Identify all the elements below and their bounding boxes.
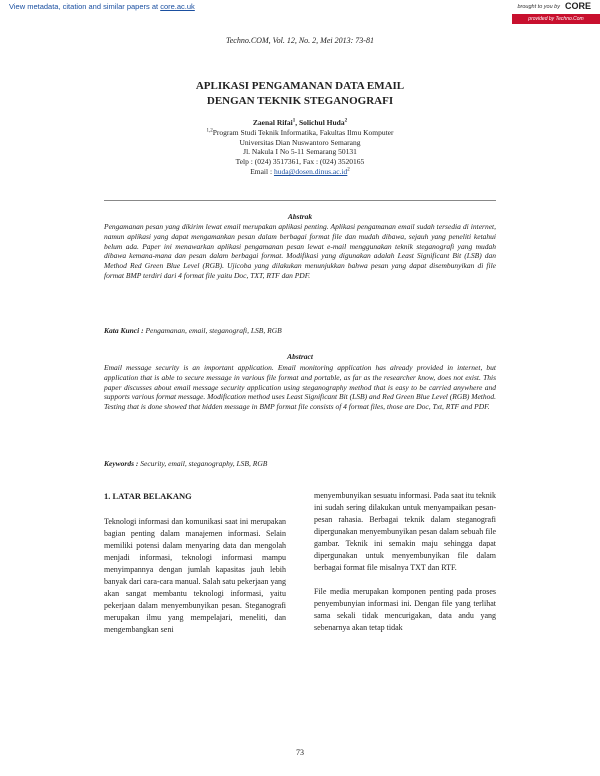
kata-kunci: Kata Kunci : Pengamanan, email, steganografi, LSB, RGB	[104, 326, 282, 335]
brought-by-text: brought to you by	[517, 4, 560, 10]
title-line-2: DENGAN TEKNIK STEGANOGRAFI	[206, 95, 394, 107]
body-paragraph-2: menyembunyikan sesuatu informasi. Pada saat itu teknik ini sudah sering dilakukan untuk menyampaikan pesan-pesan rahasia. Berbagai teknik dalam steganografi dipergunakan menyembunyikan pesan dalam sebuah file gambar. Teknik ini semakin maju sehingga dapat dipergunakan untuk menyembunyikan file dalam berbagai format file misalnya TXT dan RTF.	[314, 491, 496, 572]
paper-title	[0, 79, 600, 109]
author-names: Zaenal Rifai$^1$, Solichul Huda$^2$	[252, 118, 348, 127]
author-block	[0, 118, 600, 177]
provided-by-badge[interactable]: provided by Techno.Com	[512, 14, 600, 24]
abstrak-heading: Abstrak	[287, 212, 313, 221]
body-paragraph-3: File media merupakan komponen penting pada proses penyembunyian informasi ini. Dengan file yang terlihat sama sekali tidak mencurigakan, data andu yang sebenarnya akan tetap tidak	[314, 587, 496, 632]
affiliation-phone: Telp : (024) 3517361, Fax : (024) 3520165	[235, 157, 365, 167]
section-heading: 1. LATAR BELAKANG	[104, 491, 192, 501]
column-left	[104, 490, 286, 636]
abstrak-text: Pengamanan pesan yang dikirim lewat email merupakan aplikasi penting. Aplikasi pengamanan email sudah tersedia di internet, namun aplikasi yang dapat mengamankan pesan dalam berbagai format file dan mudah dibawa, sejauh yang peneliti ketahui belum ada. Paper ini menawarkan aplikasi pengamanan pesan lewat e-mail menggunakan teknik steganografi yang mudah dibawa kemana-mana dan pesan dalam berbagai format. Modifikasi yang digunakan adalah Least Significant Bit (LSB) dan Method Red Green Blue Level (RGB). Ujicoba yang dilakukan menunjukkan bahwa pesan yang dapat disembunyikan di file format BMP terdiri dari 4 format file yaitu Doc, TXT, RTF dan PDF.	[104, 222, 496, 280]
core-metadata-link[interactable]: View metadata, citation and similar papers at core.ac.uk	[9, 2, 195, 11]
affiliation-program: $^{1,2}$Program Studi Teknik Informatika, Fakultas Ilmu Komputer	[206, 127, 394, 137]
page-number: 73	[296, 748, 304, 757]
divider	[104, 200, 496, 201]
affiliation-address: Jl. Nakula I No 5-11 Semarang 50131	[243, 147, 357, 157]
column-right	[314, 490, 496, 634]
keywords: Keywords : Security, email, steganography, LSB, RGB	[104, 459, 268, 468]
body-paragraph-1: Teknologi informasi dan komunikasi saat ini merupakan bagian penting dalam manajemen informasi. Selain memiliki potensi dalam menyaring data dan mengolah menjadi informasi, teknologi informasi mampu menyimpannya dengan jumlah kapasitas jauh lebih banyak dari cara-cara manual. Salah satu pekerjaan yang akan sangat membantu teknologi informasi, yaitu pekerjaan dalam menyembunyikan pesan. Steganografi merupakan ilmu yang mempelajari, meneliti, dan mengembangkan seni	[104, 517, 286, 634]
abstract-text: Email message security is an important application. Email monitoring application has already provided in internet, but application that is able to secure message in various file format and portable, as far as the researcher know, does not exist. This paper discusses about email message security application using steganography method that is easy to be carried anywhere and supports various format message. Modification method uses Least Significant Bit (LSB) and Red Green Blue Level (RGB) Method. Testing that is done showed that hidden message in BMP format file consists of 4 format files, those are Doc, Txt, RTF and PDF.	[104, 363, 496, 412]
core-banner	[0, 0, 600, 26]
affiliation-university: Universitas Dian Nuswantoro Semarang	[239, 137, 361, 147]
running-head: Techno.COM, Vol. 12, No. 2, Mei 2013: 73-81	[226, 36, 374, 45]
abstract-heading: Abstract	[287, 352, 313, 361]
title-line-1: APLIKASI PENGAMANAN DATA EMAIL	[195, 80, 405, 92]
core-domain-link[interactable]: core.ac.uk	[160, 2, 195, 11]
author-email-line: Email : $huda@dosen.dinus.ac.id^2$	[250, 166, 350, 176]
core-logo[interactable]: CORE	[564, 1, 591, 11]
author-email-link[interactable]: huda@dosen.dinus.ac.id	[273, 166, 348, 176]
